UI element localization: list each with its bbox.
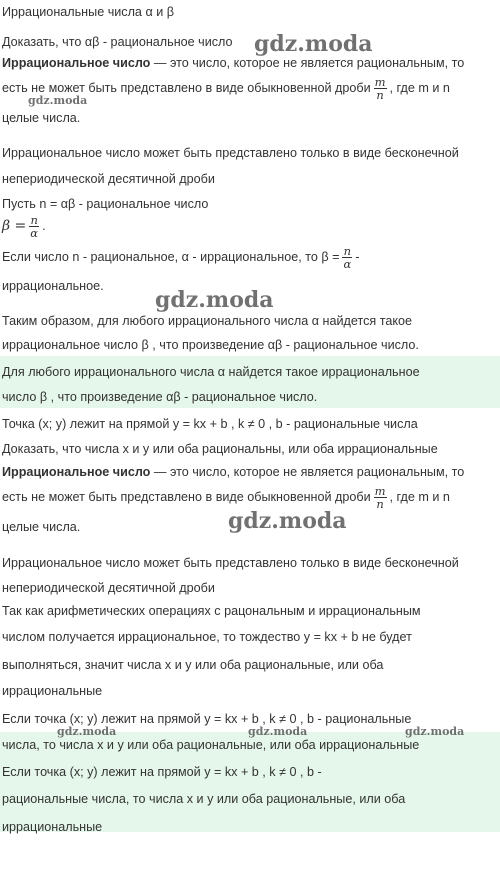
definition-text: есть не может быть представлено в виде обыкновенной дроби: [2, 80, 371, 95]
watermark: gdz.moda: [228, 508, 347, 534]
fraction-numerator: m: [374, 75, 386, 89]
fraction-n-over-alpha: [29, 214, 39, 239]
answer-line-1: Для любого иррационального числа α найдется такое иррациональное: [2, 365, 420, 379]
definition-line-2: [2, 485, 450, 510]
task-statement-1: Доказать, что αβ - рациональное число: [2, 35, 233, 49]
answer-line-3: иррациональные: [2, 820, 103, 834]
fraction-m-over-n: [374, 485, 387, 510]
reasoning-line-3: выполняться, значит числа x и y или оба рациональные, или оба: [2, 658, 384, 672]
definition-text: , где m и n: [389, 489, 450, 504]
representation-line-2: непериодической десятичной дроби: [2, 172, 215, 186]
answer-line-1: Если точка (x; y) лежит на прямой y = kx + b , k ≠ 0 , b -: [2, 765, 322, 779]
conclusion-line-1: Если точка (x; y) лежит на прямой y = kx + b , k ≠ 0 , b - рациональные: [2, 712, 412, 726]
watermark: gdz.moda: [405, 725, 465, 738]
fraction-n-over-alpha: [342, 245, 352, 270]
fraction-denominator: n: [376, 88, 384, 102]
task-statement-2b: Доказать, что числа x и y или оба рациональны, или оба иррациональные: [2, 442, 438, 456]
watermark: gdz.moda: [248, 725, 308, 738]
reasoning-line-2: числом получается иррациональное, то тождество y = kx + b не будет: [2, 630, 412, 644]
fraction-numerator: n: [343, 244, 352, 258]
answer-line-2: число β , что произведение αβ - рациональное число.: [2, 390, 318, 404]
representation-line-1: Иррациональное число может быть представлено только в виде бесконечной: [2, 556, 459, 570]
assumption-line: Пусть n = αβ - рациональное число: [2, 197, 209, 211]
task-statement-2a: Точка (x; y) лежит на прямой y = kx + b , k ≠ 0 , b - рациональные числа: [2, 417, 418, 431]
representation-line-1: Иррациональное число может быть представлено только в виде бесконечной: [2, 146, 459, 160]
definition-term: Иррациональное число: [2, 465, 151, 479]
fraction-m-over-n: [374, 76, 387, 101]
fraction-numerator: n: [30, 213, 38, 227]
watermark: gdz.moda: [28, 94, 88, 107]
fraction-numerator: m: [374, 484, 386, 498]
fraction-denominator: α: [30, 226, 39, 240]
definition-text: есть не может быть представлено в виде обыкновенной дроби: [2, 489, 371, 504]
task-title-1: Иррациональные числа α и β: [2, 5, 174, 19]
watermark: gdz.moda: [254, 31, 373, 57]
conclusion-line-2: числа, то числа x и y или оба рациональные, или оба иррациональные: [2, 738, 420, 752]
definition-line-3: целые числа.: [2, 520, 81, 534]
definition-text: , где m и n: [389, 80, 450, 95]
fraction-denominator: n: [376, 497, 384, 511]
reasoning-line-4: иррациональные: [2, 684, 103, 698]
if-line: [2, 245, 359, 270]
answer-line-2: рациональные числа, то числа x и y или оба рациональные, или оба: [2, 792, 406, 806]
definition-line-3: целые числа.: [2, 111, 81, 125]
beta-formula: [2, 214, 46, 239]
reasoning-line-1: Так как арифметических операциях с рацональным и иррациональным: [2, 604, 421, 618]
definition-text: — это число, которое не является рациональным, то: [150, 56, 465, 70]
fraction-denominator: α: [343, 257, 352, 271]
irrational-word: иррациональное.: [2, 279, 104, 293]
definition-line-1: [2, 55, 464, 71]
definition-line-1: [2, 464, 464, 480]
if-text: Если число n - рациональное, α - иррациональное, то β =: [2, 249, 340, 264]
definition-text: — это число, которое не является рациональным, то: [150, 465, 465, 479]
formula-period: .: [42, 218, 46, 233]
conclusion-line-1: Таким образом, для любого иррационального числа α найдется такое: [2, 314, 412, 328]
conclusion-line-2: иррациональное число β , что произведение αβ - рациональное число.: [2, 338, 419, 352]
representation-line-2: непериодической десятичной дроби: [2, 581, 215, 595]
if-dash: -: [355, 249, 360, 264]
beta-lhs: β =: [2, 217, 27, 234]
watermark: gdz.moda: [155, 287, 274, 313]
watermark: gdz.moda: [57, 725, 117, 738]
definition-term: Иррациональное число: [2, 56, 151, 70]
